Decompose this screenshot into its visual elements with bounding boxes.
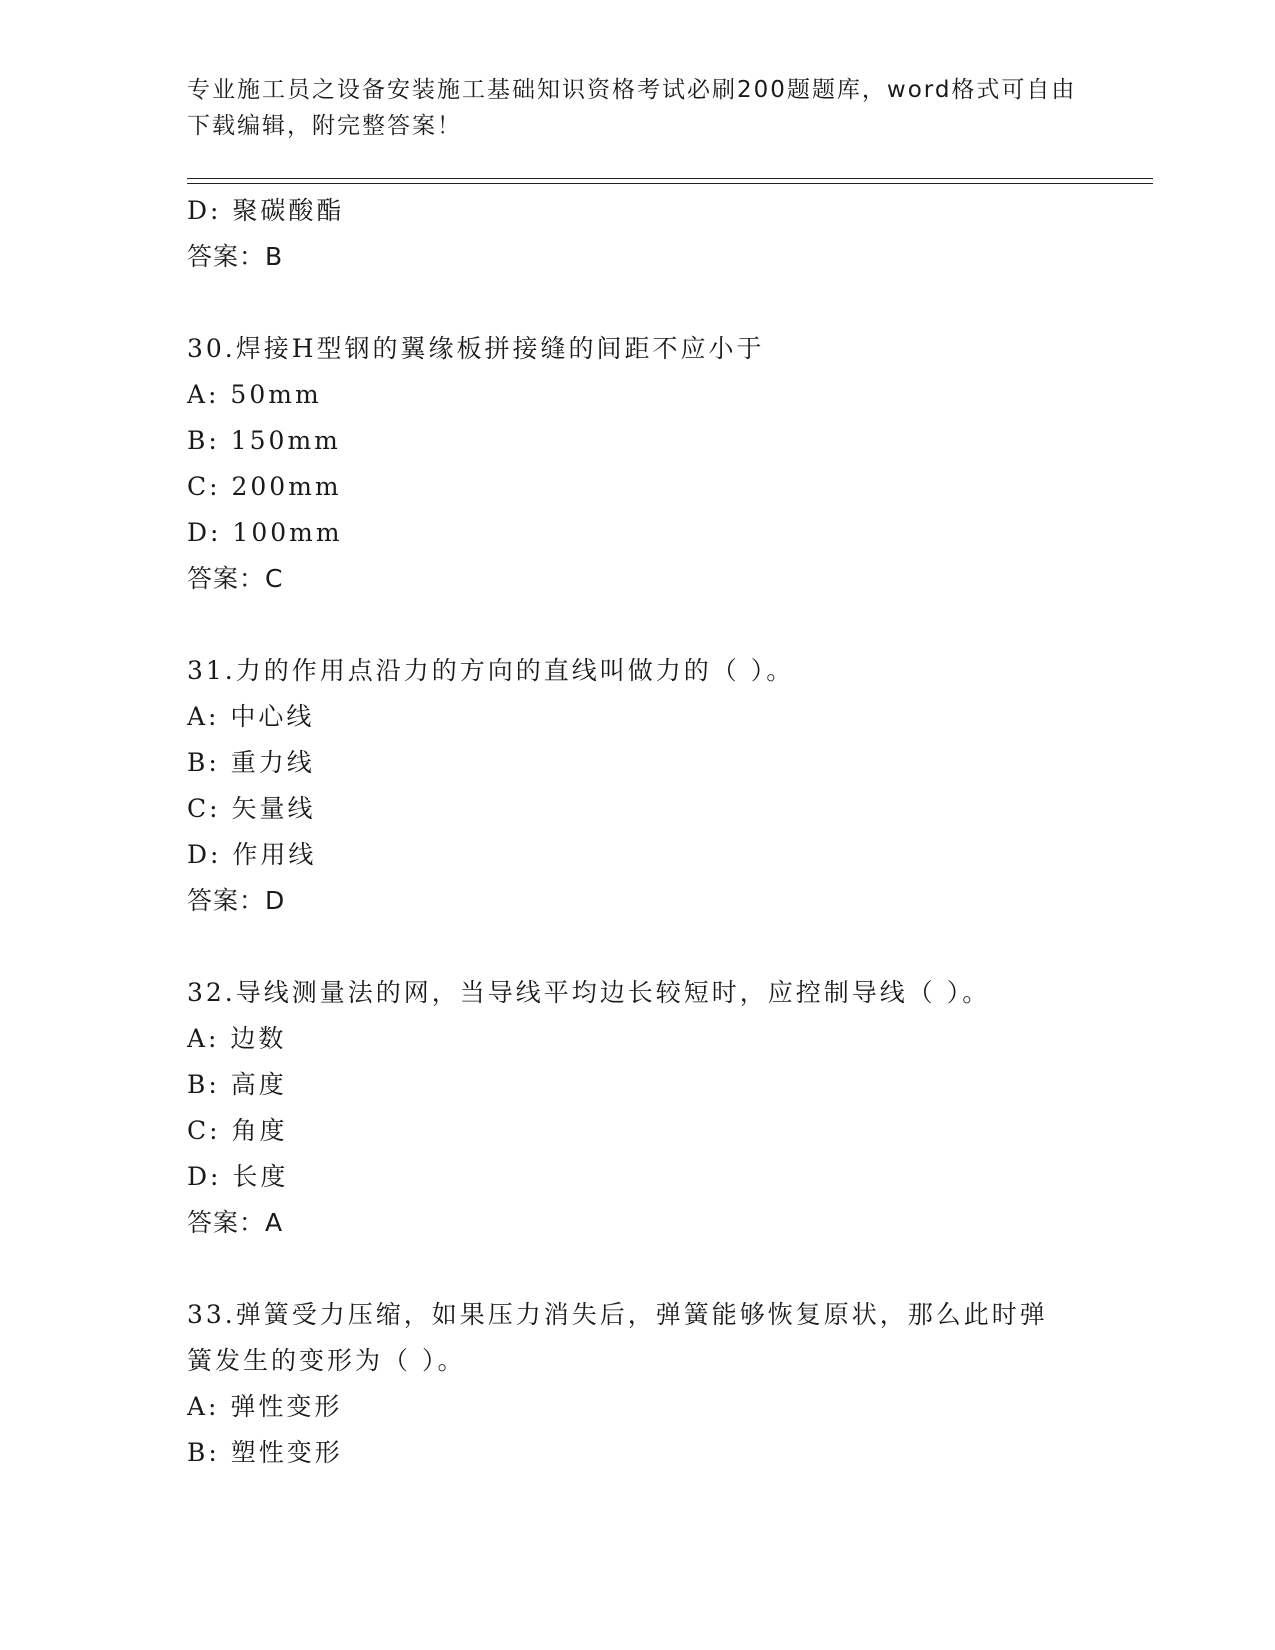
question-33-line-2: 簧发生的变形为（ ）。 bbox=[187, 1346, 466, 1375]
option-c: C: 角度 bbox=[187, 1116, 288, 1145]
answer-line: 答案：B bbox=[187, 242, 284, 271]
question-32: 32.导线测量法的网，当导线平均边长较短时，应控制导线（ ）。 bbox=[187, 978, 991, 1007]
answer-line: 答案：A bbox=[187, 1208, 284, 1237]
header-divider-top bbox=[187, 178, 1153, 179]
option-d: D: 100mm bbox=[187, 518, 343, 547]
spacer bbox=[187, 1246, 1153, 1292]
option-b: B: 150mm bbox=[187, 426, 341, 455]
option-d: D: 长度 bbox=[187, 1162, 289, 1191]
option-d: D: 聚碳酸酯 bbox=[187, 196, 345, 225]
option-b: B: 重力线 bbox=[187, 748, 315, 777]
option-c: C: 200mm bbox=[187, 472, 342, 501]
option-a: A: 弹性变形 bbox=[187, 1392, 343, 1421]
spacer bbox=[187, 280, 1153, 326]
option-b: B: 高度 bbox=[187, 1070, 287, 1099]
answer-line: 答案：D bbox=[187, 886, 286, 915]
option-c: C: 矢量线 bbox=[187, 794, 316, 823]
document-header bbox=[187, 72, 1087, 144]
spacer bbox=[187, 602, 1153, 648]
question-33-line-1: 33.弹簧受力压缩，如果压力消失后，弹簧能够恢复原状，那么此时弹 bbox=[187, 1300, 1048, 1329]
option-b: B: 塑性变形 bbox=[187, 1438, 343, 1467]
header-divider-bottom bbox=[187, 183, 1153, 184]
option-a: A: 中心线 bbox=[187, 702, 315, 731]
option-a: A: 50mm bbox=[187, 380, 322, 409]
question-31: 31.力的作用点沿力的方向的直线叫做力的（ ）。 bbox=[187, 656, 795, 685]
header-title-line-1: 专业施工员之设备安装施工基础知识资格考试必刷200题题库，word格式可自由 bbox=[187, 77, 1077, 103]
question-30: 30.焊接H型钢的翼缘板拼接缝的间距不应小于 bbox=[187, 334, 765, 363]
option-d: D: 作用线 bbox=[187, 840, 317, 869]
question-content bbox=[187, 188, 1153, 1476]
option-a: A: 边数 bbox=[187, 1024, 287, 1053]
spacer bbox=[187, 924, 1153, 970]
header-title-line-2: 下载编辑，附完整答案！ bbox=[187, 113, 462, 139]
answer-line: 答案：C bbox=[187, 564, 284, 593]
